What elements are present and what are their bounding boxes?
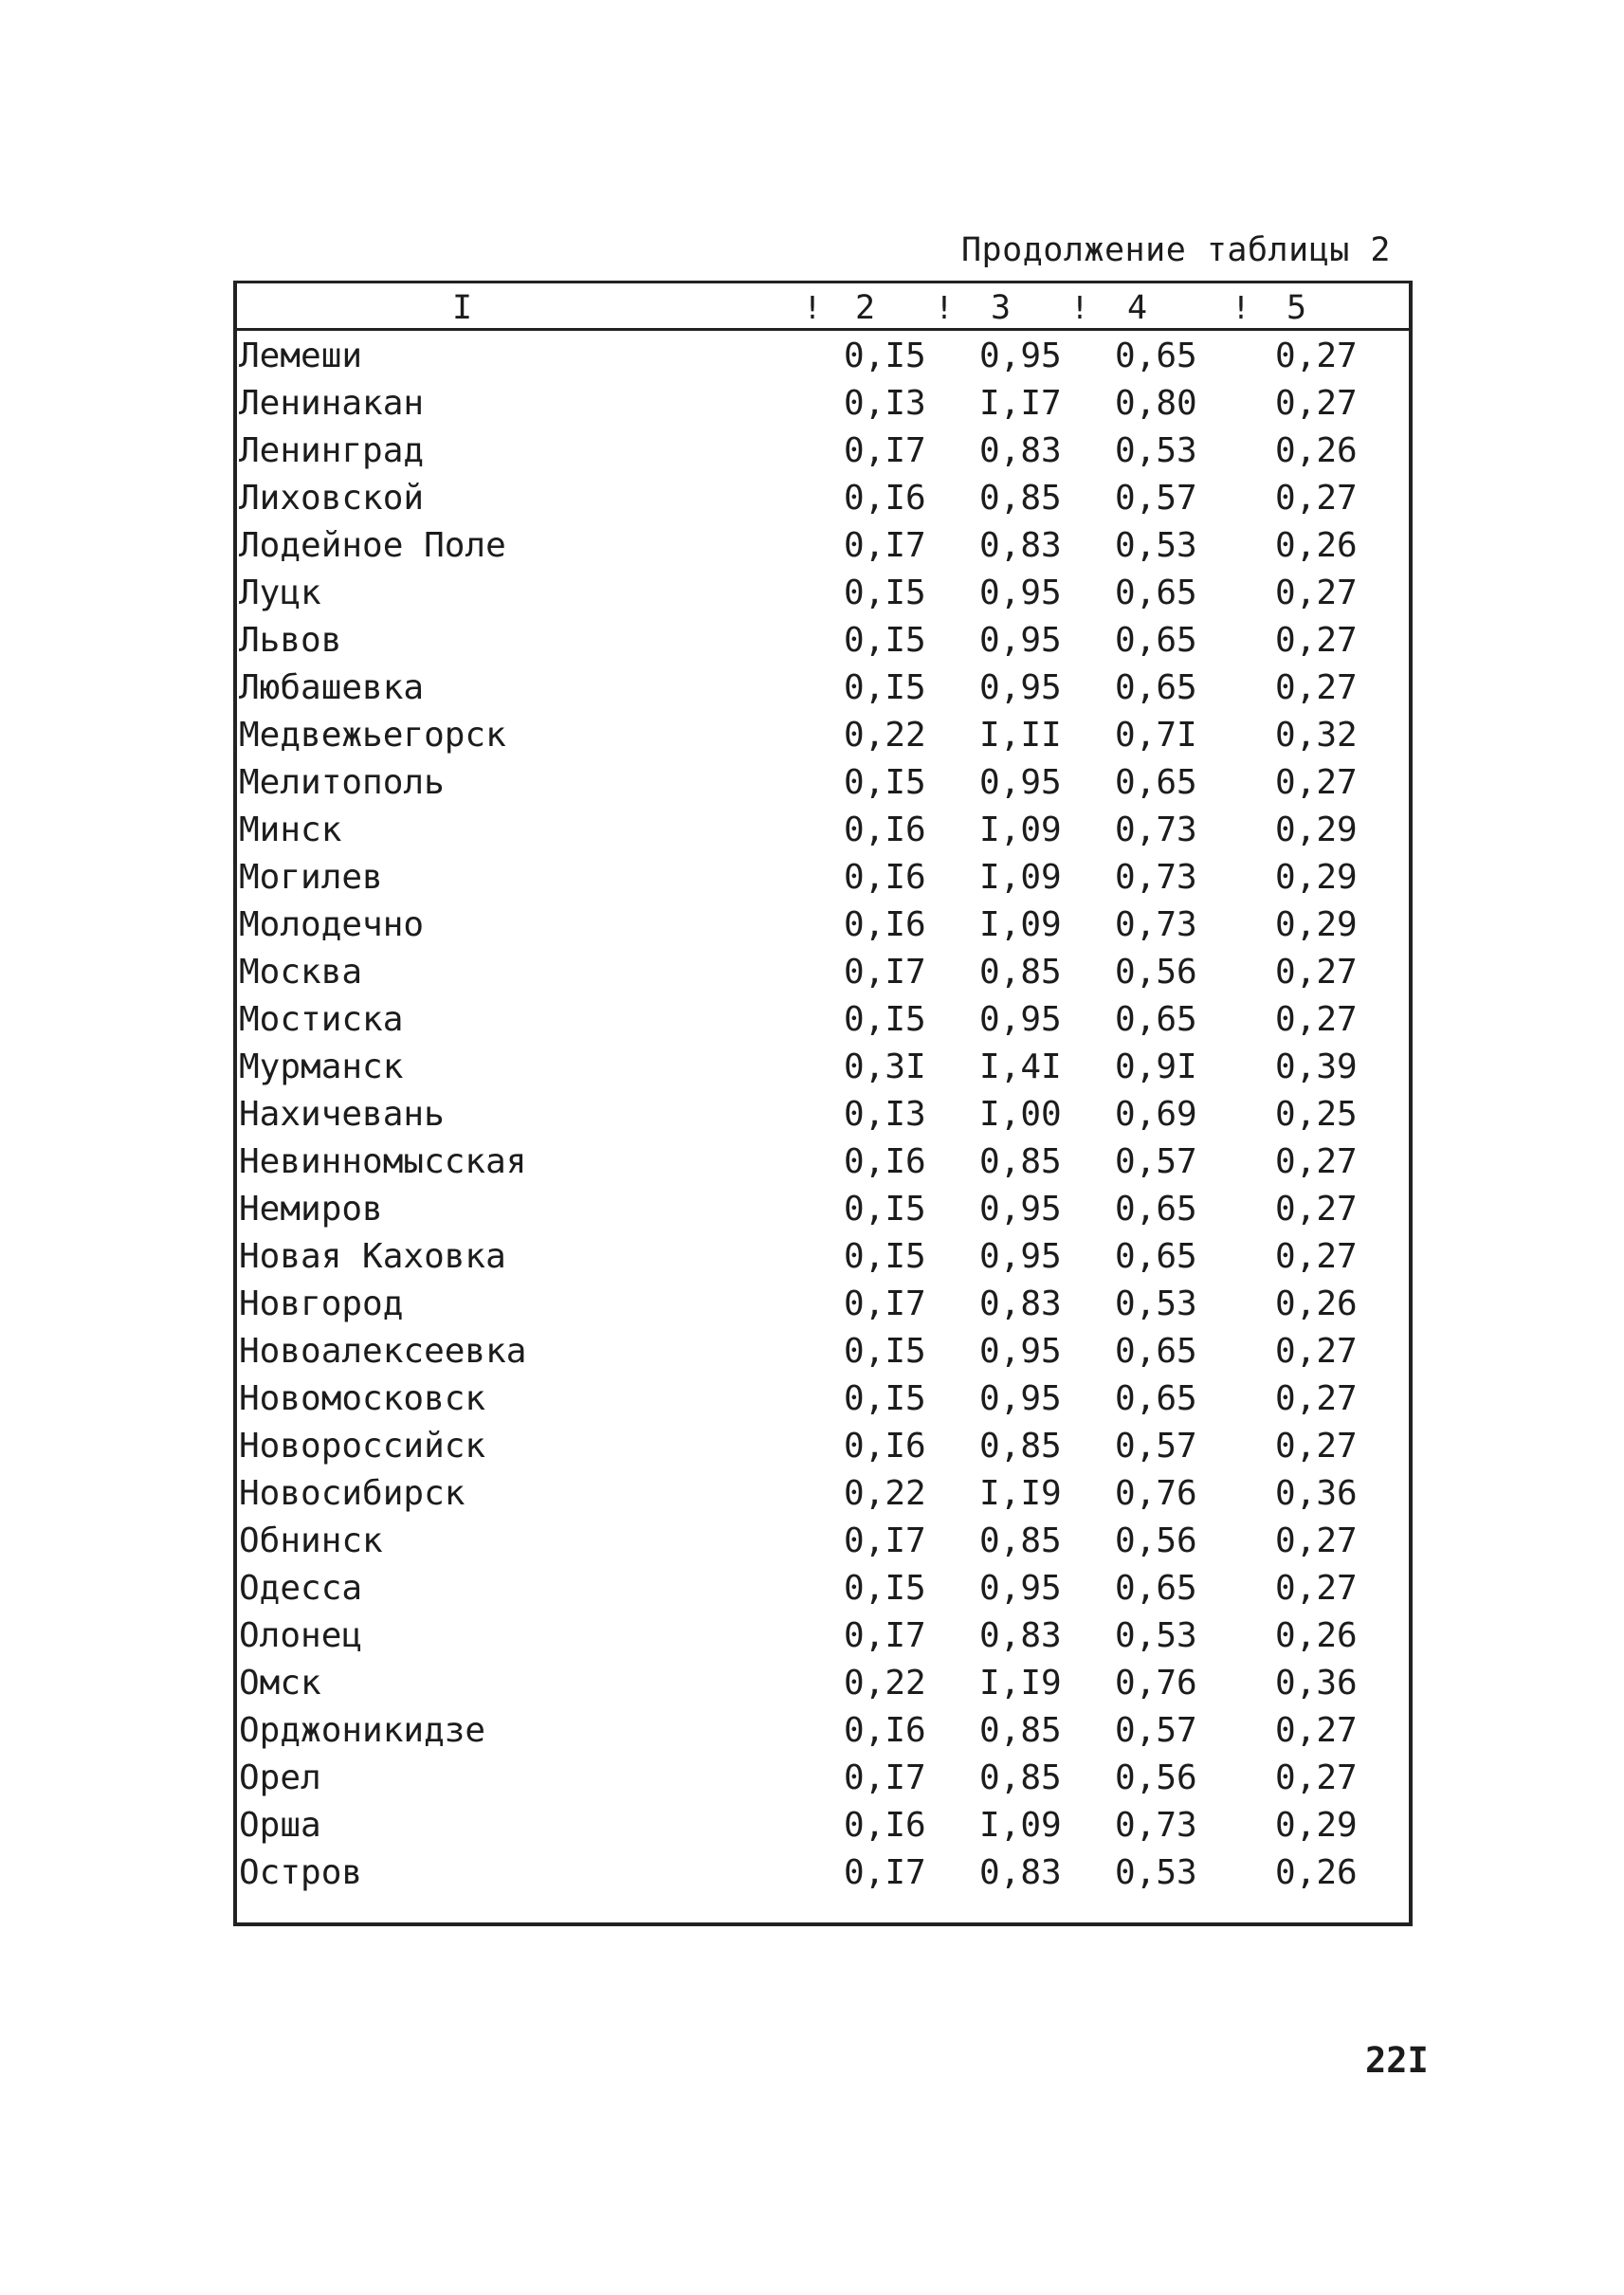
value-col-4-cell: 0,69 <box>1115 1095 1197 1134</box>
value-col-5-cell: 0,27 <box>1275 384 1358 423</box>
value-col-3-cell: 0,83 <box>979 1284 1062 1323</box>
city-name-cell: Новая Каховка <box>239 1237 506 1276</box>
value-col-5-cell: 0,26 <box>1275 1616 1358 1655</box>
city-name-cell: Одесса <box>239 1569 363 1608</box>
table-row <box>237 858 1409 905</box>
value-col-5-cell: 0,27 <box>1275 1332 1358 1371</box>
table-row <box>237 1047 1409 1095</box>
value-col-4-cell: 0,53 <box>1115 526 1197 565</box>
value-col-2-cell: 0,I7 <box>844 1616 926 1655</box>
value-col-3-cell: I,I9 <box>979 1474 1062 1513</box>
value-col-2-cell: 0,I5 <box>844 1190 926 1229</box>
table-row <box>237 1474 1409 1521</box>
data-table <box>233 281 1413 1926</box>
table-caption: Продолжение таблицы 2 <box>960 231 1391 269</box>
value-col-3-cell: I,09 <box>979 858 1062 897</box>
value-col-4-cell: 0,53 <box>1115 1284 1197 1323</box>
value-col-4-cell: 0,65 <box>1115 1569 1197 1608</box>
value-col-2-cell: 0,I6 <box>844 811 926 849</box>
table-row <box>237 574 1409 621</box>
value-col-4-cell: 0,56 <box>1115 953 1197 992</box>
city-name-cell: Ленинакан <box>239 384 425 423</box>
city-name-cell: Остров <box>239 1853 363 1892</box>
header-separator: ! <box>803 289 822 326</box>
city-name-cell: Любашевка <box>239 668 425 707</box>
value-col-4-cell: 0,65 <box>1115 1237 1197 1276</box>
table-row <box>237 953 1409 1000</box>
header-col-3: 3 <box>991 289 1012 327</box>
value-col-2-cell: 0,I5 <box>844 1332 926 1371</box>
city-name-cell: Молодечно <box>239 905 425 944</box>
value-col-4-cell: 0,73 <box>1115 858 1197 897</box>
value-col-2-cell: 0,I6 <box>844 858 926 897</box>
value-col-4-cell: 0,76 <box>1115 1474 1197 1513</box>
value-col-3-cell: 0,85 <box>979 1142 1062 1181</box>
table-row <box>237 479 1409 526</box>
table-row <box>237 1190 1409 1237</box>
value-col-4-cell: 0,57 <box>1115 1711 1197 1750</box>
value-col-4-cell: 0,56 <box>1115 1521 1197 1560</box>
value-col-5-cell: 0,27 <box>1275 479 1358 518</box>
table-row <box>237 337 1409 384</box>
city-name-cell: Новоалексеевка <box>239 1332 527 1371</box>
value-col-3-cell: 0,95 <box>979 1000 1062 1039</box>
city-name-cell: Лодейное Поле <box>239 526 506 565</box>
page-number: 22I <box>1365 2040 1429 2081</box>
value-col-5-cell: 0,27 <box>1275 1758 1358 1797</box>
city-name-cell: Новосибирск <box>239 1474 465 1513</box>
value-col-5-cell: 0,27 <box>1275 668 1358 707</box>
value-col-2-cell: 0,I5 <box>844 1000 926 1039</box>
value-col-4-cell: 0,9I <box>1115 1047 1197 1086</box>
value-col-5-cell: 0,27 <box>1275 1521 1358 1560</box>
city-name-cell: Новгород <box>239 1284 404 1323</box>
table-row <box>237 763 1409 811</box>
city-name-cell: Москва <box>239 953 363 992</box>
value-col-5-cell: 0,26 <box>1275 526 1358 565</box>
value-col-3-cell: 0,85 <box>979 1427 1062 1466</box>
city-name-cell: Луцк <box>239 574 321 612</box>
table-row <box>237 1000 1409 1047</box>
table-row <box>237 431 1409 479</box>
city-name-cell: Обнинск <box>239 1521 383 1560</box>
city-name-cell: Новороссийск <box>239 1427 486 1466</box>
value-col-5-cell: 0,27 <box>1275 953 1358 992</box>
value-col-2-cell: 0,I5 <box>844 621 926 660</box>
table-row <box>237 1142 1409 1190</box>
value-col-5-cell: 0,39 <box>1275 1047 1358 1086</box>
city-name-cell: Мостиска <box>239 1000 404 1039</box>
value-col-5-cell: 0,27 <box>1275 574 1358 612</box>
value-col-2-cell: 0,I6 <box>844 1711 926 1750</box>
value-col-3-cell: 0,83 <box>979 1853 1062 1892</box>
value-col-5-cell: 0,29 <box>1275 858 1358 897</box>
header-separator: ! <box>1232 289 1250 326</box>
city-name-cell: Нахичевань <box>239 1095 445 1134</box>
value-col-3-cell: 0,85 <box>979 1521 1062 1560</box>
value-col-3-cell: I,I9 <box>979 1664 1062 1703</box>
value-col-5-cell: 0,27 <box>1275 1142 1358 1181</box>
value-col-3-cell: I,4I <box>979 1047 1062 1086</box>
table-body <box>237 337 1409 1901</box>
value-col-3-cell: 0,95 <box>979 668 1062 707</box>
value-col-4-cell: 0,73 <box>1115 905 1197 944</box>
table-row <box>237 1521 1409 1569</box>
value-col-5-cell: 0,26 <box>1275 1853 1358 1892</box>
table-row <box>237 1616 1409 1664</box>
value-col-3-cell: 0,85 <box>979 953 1062 992</box>
table-header-row <box>237 283 1409 331</box>
value-col-2-cell: 0,I3 <box>844 1095 926 1134</box>
value-col-2-cell: 0,I5 <box>844 763 926 802</box>
value-col-3-cell: 0,85 <box>979 1758 1062 1797</box>
value-col-2-cell: 0,I7 <box>844 1284 926 1323</box>
table-row <box>237 1711 1409 1758</box>
value-col-2-cell: 0,I6 <box>844 1427 926 1466</box>
value-col-2-cell: 0,I7 <box>844 431 926 470</box>
value-col-5-cell: 0,27 <box>1275 1379 1358 1418</box>
value-col-4-cell: 0,65 <box>1115 1379 1197 1418</box>
value-col-2-cell: 0,I7 <box>844 1521 926 1560</box>
value-col-3-cell: I,09 <box>979 811 1062 849</box>
value-col-4-cell: 0,65 <box>1115 337 1197 375</box>
value-col-3-cell: I,00 <box>979 1095 1062 1134</box>
header-separator: ! <box>1070 289 1089 326</box>
header-col-5: 5 <box>1286 289 1307 327</box>
value-col-2-cell: 0,I6 <box>844 1142 926 1181</box>
city-name-cell: Могилев <box>239 858 383 897</box>
value-col-3-cell: 0,85 <box>979 479 1062 518</box>
value-col-3-cell: 0,95 <box>979 763 1062 802</box>
value-col-3-cell: 0,95 <box>979 1332 1062 1371</box>
value-col-2-cell: 0,I5 <box>844 1379 926 1418</box>
value-col-2-cell: 0,22 <box>844 716 926 755</box>
value-col-5-cell: 0,25 <box>1275 1095 1358 1134</box>
value-col-4-cell: 0,53 <box>1115 1616 1197 1655</box>
table-row <box>237 668 1409 716</box>
table-row <box>237 1237 1409 1284</box>
value-col-2-cell: 0,I5 <box>844 337 926 375</box>
value-col-3-cell: 0,95 <box>979 337 1062 375</box>
city-name-cell: Омск <box>239 1664 321 1703</box>
value-col-4-cell: 0,80 <box>1115 384 1197 423</box>
value-col-5-cell: 0,27 <box>1275 1569 1358 1608</box>
value-col-3-cell: I,I7 <box>979 384 1062 423</box>
value-col-5-cell: 0,27 <box>1275 1427 1358 1466</box>
value-col-5-cell: 0,29 <box>1275 905 1358 944</box>
value-col-5-cell: 0,27 <box>1275 763 1358 802</box>
value-col-4-cell: 0,65 <box>1115 621 1197 660</box>
value-col-5-cell: 0,27 <box>1275 1000 1358 1039</box>
value-col-4-cell: 0,65 <box>1115 763 1197 802</box>
value-col-5-cell: 0,27 <box>1275 621 1358 660</box>
city-name-cell: Мурманск <box>239 1047 404 1086</box>
value-col-3-cell: 0,95 <box>979 1569 1062 1608</box>
value-col-5-cell: 0,27 <box>1275 1711 1358 1750</box>
city-name-cell: Невинномысская <box>239 1142 527 1181</box>
city-name-cell: Лемеши <box>239 337 363 375</box>
value-col-3-cell: I,II <box>979 716 1062 755</box>
table-row <box>237 1853 1409 1901</box>
value-col-5-cell: 0,29 <box>1275 1806 1358 1845</box>
value-col-2-cell: 0,I5 <box>844 1569 926 1608</box>
table-row <box>237 526 1409 574</box>
value-col-3-cell: 0,95 <box>979 574 1062 612</box>
value-col-4-cell: 0,57 <box>1115 479 1197 518</box>
table-row <box>237 811 1409 858</box>
header-col-1: I <box>452 289 473 327</box>
value-col-5-cell: 0,26 <box>1275 431 1358 470</box>
table-row <box>237 1569 1409 1616</box>
value-col-2-cell: 0,22 <box>844 1474 926 1513</box>
table-row <box>237 1806 1409 1853</box>
value-col-4-cell: 0,73 <box>1115 1806 1197 1845</box>
value-col-3-cell: 0,83 <box>979 1616 1062 1655</box>
value-col-5-cell: 0,29 <box>1275 811 1358 849</box>
value-col-2-cell: 0,I7 <box>844 526 926 565</box>
value-col-3-cell: 0,95 <box>979 1237 1062 1276</box>
value-col-3-cell: 0,85 <box>979 1711 1062 1750</box>
value-col-2-cell: 0,I6 <box>844 1806 926 1845</box>
city-name-cell: Медвежьегорск <box>239 716 506 755</box>
table-row <box>237 1758 1409 1806</box>
value-col-3-cell: 0,95 <box>979 621 1062 660</box>
city-name-cell: Лиховской <box>239 479 425 518</box>
value-col-2-cell: 0,I6 <box>844 479 926 518</box>
city-name-cell: Олонец <box>239 1616 363 1655</box>
value-col-4-cell: 0,65 <box>1115 668 1197 707</box>
city-name-cell: Ленинград <box>239 431 425 470</box>
value-col-5-cell: 0,27 <box>1275 337 1358 375</box>
table-row <box>237 1427 1409 1474</box>
table-row <box>237 1095 1409 1142</box>
city-name-cell: Львов <box>239 621 342 660</box>
table-row <box>237 1379 1409 1427</box>
value-col-4-cell: 0,57 <box>1115 1142 1197 1181</box>
value-col-2-cell: 0,22 <box>844 1664 926 1703</box>
value-col-4-cell: 0,7I <box>1115 716 1197 755</box>
city-name-cell: Немиров <box>239 1190 383 1229</box>
value-col-2-cell: 0,I5 <box>844 1237 926 1276</box>
value-col-3-cell: 0,95 <box>979 1379 1062 1418</box>
value-col-5-cell: 0,27 <box>1275 1237 1358 1276</box>
value-col-3-cell: 0,83 <box>979 431 1062 470</box>
table-row <box>237 716 1409 763</box>
value-col-4-cell: 0,73 <box>1115 811 1197 849</box>
value-col-3-cell: I,09 <box>979 1806 1062 1845</box>
value-col-2-cell: 0,3I <box>844 1047 926 1086</box>
value-col-3-cell: 0,95 <box>979 1190 1062 1229</box>
value-col-5-cell: 0,36 <box>1275 1474 1358 1513</box>
table-row <box>237 1332 1409 1379</box>
city-name-cell: Орел <box>239 1758 321 1797</box>
value-col-2-cell: 0,I7 <box>844 1758 926 1797</box>
value-col-3-cell: 0,83 <box>979 526 1062 565</box>
value-col-4-cell: 0,65 <box>1115 574 1197 612</box>
value-col-2-cell: 0,I5 <box>844 574 926 612</box>
value-col-2-cell: 0,I7 <box>844 1853 926 1892</box>
value-col-4-cell: 0,53 <box>1115 1853 1197 1892</box>
value-col-4-cell: 0,65 <box>1115 1190 1197 1229</box>
value-col-4-cell: 0,53 <box>1115 431 1197 470</box>
table-row <box>237 1664 1409 1711</box>
city-name-cell: Орджоникидзе <box>239 1711 486 1750</box>
header-separator: ! <box>935 289 954 326</box>
value-col-5-cell: 0,32 <box>1275 716 1358 755</box>
city-name-cell: Новомосковск <box>239 1379 486 1418</box>
value-col-2-cell: 0,I3 <box>844 384 926 423</box>
table-row <box>237 1284 1409 1332</box>
table-row <box>237 905 1409 953</box>
table-row <box>237 621 1409 668</box>
value-col-4-cell: 0,57 <box>1115 1427 1197 1466</box>
city-name-cell: Орша <box>239 1806 321 1845</box>
value-col-2-cell: 0,I6 <box>844 905 926 944</box>
value-col-5-cell: 0,26 <box>1275 1284 1358 1323</box>
value-col-2-cell: 0,I7 <box>844 953 926 992</box>
value-col-4-cell: 0,56 <box>1115 1758 1197 1797</box>
header-col-4: 4 <box>1127 289 1148 327</box>
table-row <box>237 384 1409 431</box>
value-col-3-cell: I,09 <box>979 905 1062 944</box>
value-col-4-cell: 0,76 <box>1115 1664 1197 1703</box>
value-col-4-cell: 0,65 <box>1115 1000 1197 1039</box>
value-col-5-cell: 0,27 <box>1275 1190 1358 1229</box>
header-col-2: 2 <box>855 289 876 327</box>
value-col-5-cell: 0,36 <box>1275 1664 1358 1703</box>
city-name-cell: Минск <box>239 811 342 849</box>
city-name-cell: Мелитополь <box>239 763 445 802</box>
value-col-4-cell: 0,65 <box>1115 1332 1197 1371</box>
value-col-2-cell: 0,I5 <box>844 668 926 707</box>
